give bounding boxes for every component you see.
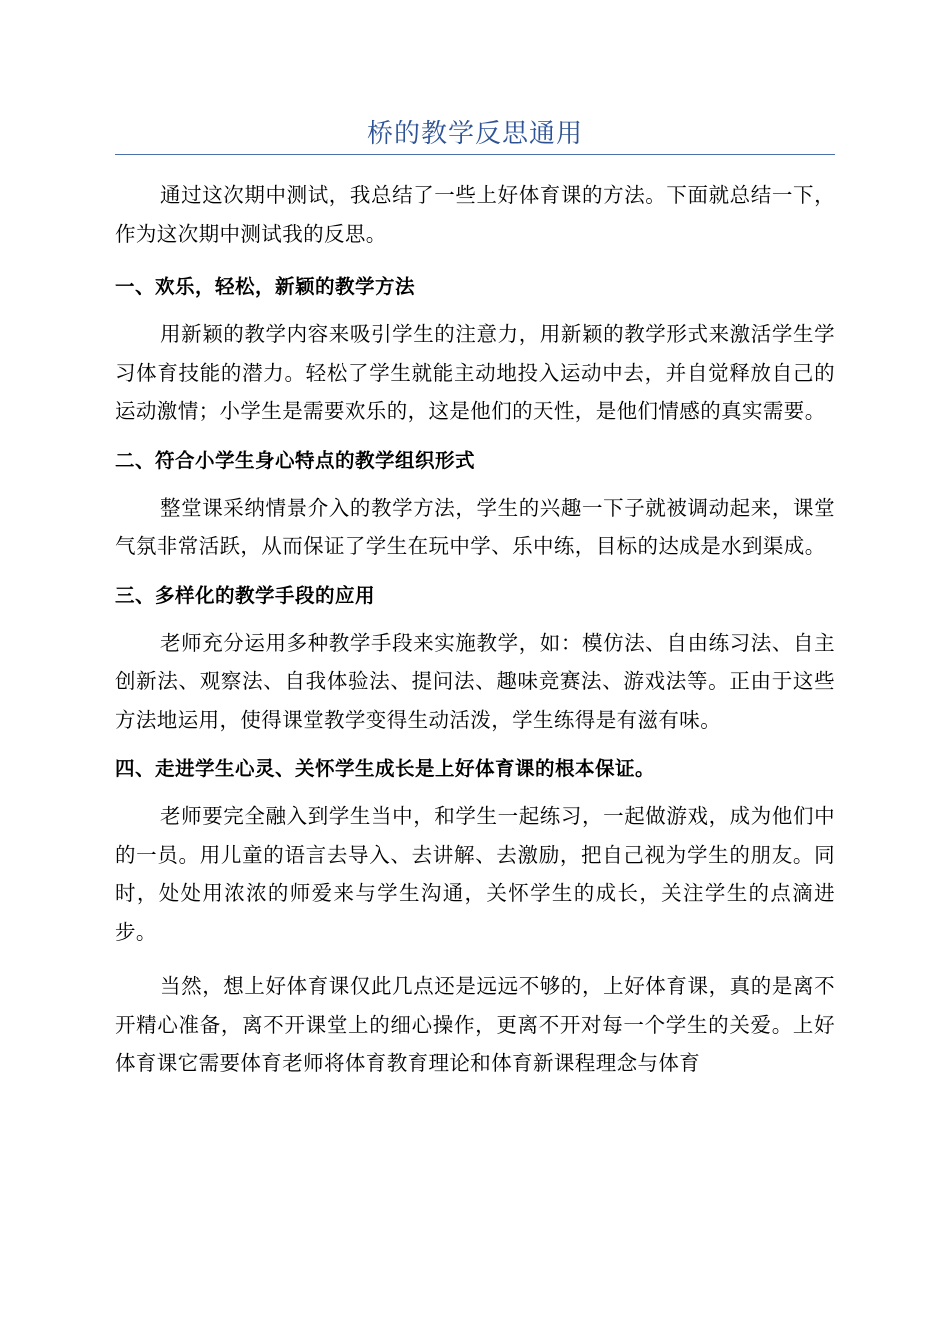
closing-paragraph: 当然，想上好体育课仅此几点还是远远不够的，上好体育课，真的是离不开精心准备，离不开课堂上的细心操作，更离不开对每一个学生的关爱。上好体育课它需要体育老师将体育教育理论和体育新课程理念与体育 <box>115 974 835 1075</box>
intro-paragraph: 通过这次期中测试，我总结了一些上好体育课的方法。下面就总结一下，作为这次期中测试我的反思。 <box>115 183 835 246</box>
title-underline <box>115 154 835 155</box>
section-3-paragraph: 老师充分运用多种教学手段来实施教学，如：模仿法、自由练习法、自主创新法、观察法、自我体验法、提问法、趣味竞赛法、游戏法等。正由于这些方法地运用，使得课堂教学变得生动活泼，学生练得是有滋有味。 <box>115 630 835 732</box>
section-1-heading: 一、欢乐，轻松，新颖的教学方法 <box>115 275 416 298</box>
document-body <box>115 172 835 1083</box>
section-2-paragraph: 整堂课采纳情景介入的教学方法，学生的兴趣一下子就被调动起来，课堂气氛非常活跃，从而保证了学生在玩中学、乐中练，目标的达成是水到渠成。 <box>115 495 835 558</box>
section-4-paragraph: 老师要完全融入到学生当中，和学生一起练习，一起做游戏，成为他们中的一员。用儿童的语言去导入、去讲解、去激励，把自己视为学生的朋友。同时，处处用浓浓的师爱来与学生沟通，关怀学生的成长，关注学生的点滴进步。 <box>115 804 835 944</box>
document-title: 桥的教学反思通用 <box>366 119 583 149</box>
section-4-heading: 四、走进学生心灵、关怀学生成长是上好体育课的根本保证。 <box>115 757 656 780</box>
section-3-heading: 三、多样化的教学手段的应用 <box>115 583 376 607</box>
section-2-heading: 二、符合小学生身心特点的教学组织形式 <box>115 448 476 472</box>
section-1-paragraph: 用新颖的教学内容来吸引学生的注意力，用新颖的教学形式来激活学生学习体育技能的潜力。轻松了学生就能主动地投入运动中去，并自觉释放自己的运动激情；小学生是需要欢乐的，这是他们的天性，是他们情感的真实需要。 <box>115 322 835 423</box>
